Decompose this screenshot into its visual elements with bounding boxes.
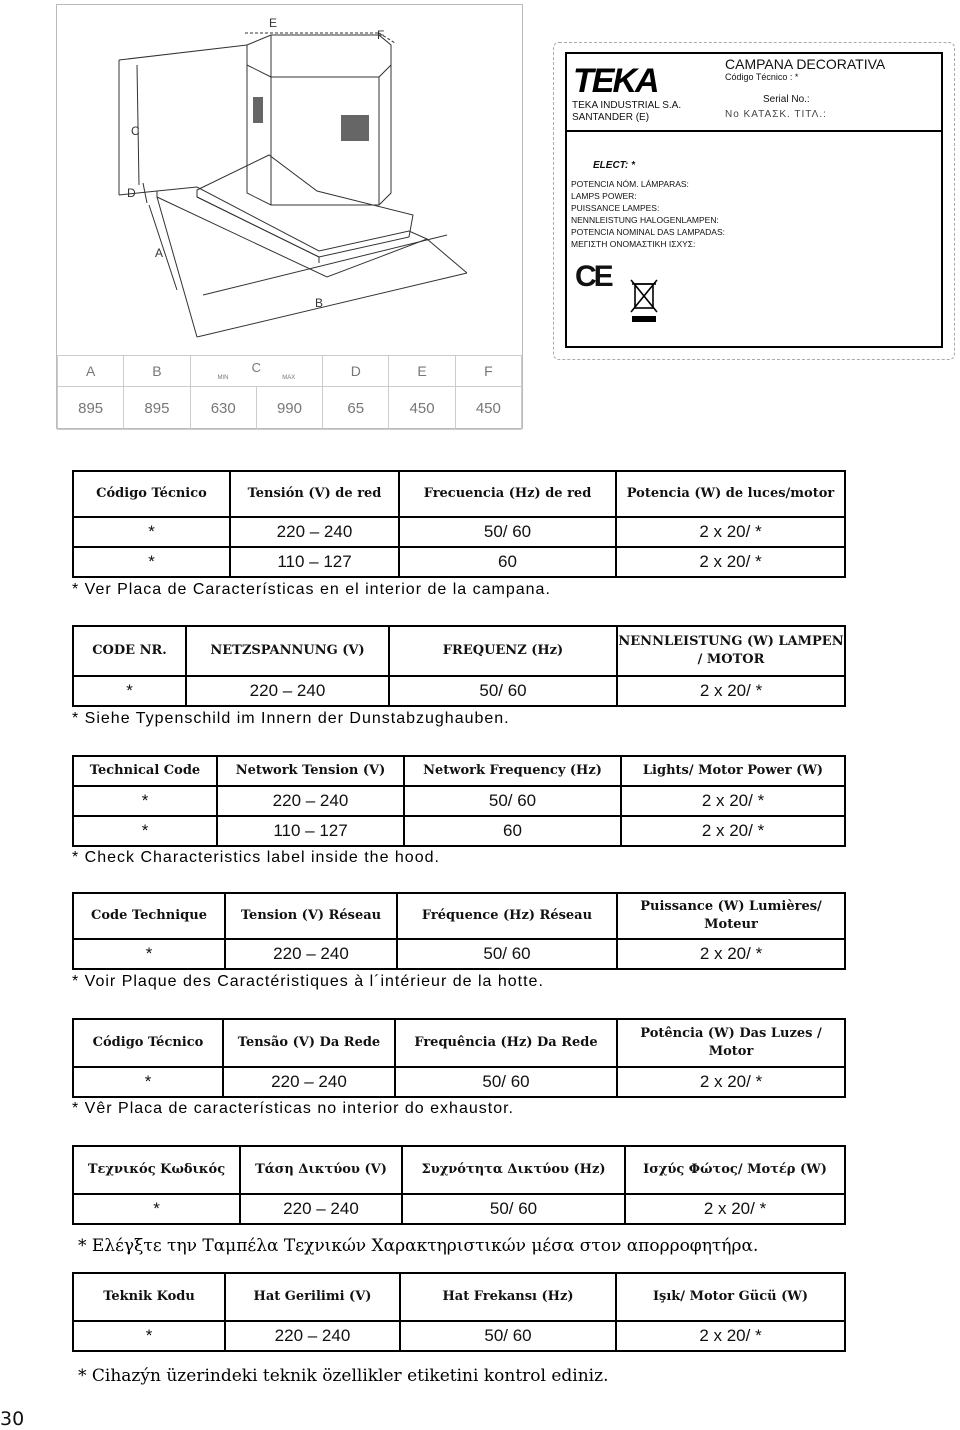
- dim-header: F: [455, 356, 521, 387]
- power-line: NENNLEISTUNG HALOGENLAMPEN:: [571, 215, 719, 225]
- table-row: [73, 786, 845, 816]
- table-header: Fréquence (Hz) Réseau: [397, 893, 617, 939]
- table-cell: 220 – 240: [225, 1321, 400, 1351]
- table-header: FREQUENZ (Hz): [389, 626, 617, 676]
- manufacturer: [572, 100, 681, 124]
- table-cell: 110 – 127: [230, 547, 399, 577]
- table-cell: 50/ 60: [397, 939, 617, 969]
- table-cell: *: [73, 1194, 240, 1224]
- table-note-pt: * Vêr Placa de características no interior do exhaustor.: [72, 1100, 514, 1117]
- ce-mark-icon: CE: [575, 260, 611, 293]
- table-note-fr: * Voir Plaque des Caractéristiques à l´intérieur de la hotte.: [72, 973, 544, 990]
- table-note-gr: * Ελέγξτε την Ταμπέλα Τεχνικών Χαρακτηριστικών μέσα στον απορροφητήρα.: [78, 1236, 759, 1256]
- table-header: NENNLEISTUNG (W) LAMPEN / MOTOR: [617, 626, 845, 676]
- table-header: Hat Frekansı (Hz): [400, 1273, 616, 1321]
- plate-power-lines: [571, 178, 725, 250]
- table-header: Potência (W) Das Luzes / Motor: [617, 1019, 845, 1067]
- power-line: POTENCIA NOMINAL DAS LAMPADAS:: [571, 227, 725, 237]
- table-header: Teknik Kodu: [73, 1273, 225, 1321]
- dim-header-c: [190, 356, 323, 387]
- table-cell: *: [73, 939, 225, 969]
- hood-line-drawing: [57, 5, 522, 355]
- dim-value: 630: [190, 387, 256, 430]
- table-cell: 2 x 20/ *: [625, 1194, 845, 1224]
- table-cell: *: [73, 547, 230, 577]
- dim-value: 450: [455, 387, 521, 430]
- dim-letter-f: F: [377, 28, 385, 42]
- table-header: Tensão (V) Da Rede: [223, 1019, 395, 1067]
- table-row: [73, 517, 845, 547]
- table-header: Ισχύς Φώτος/ Μοτέρ (W): [625, 1146, 845, 1194]
- table-note-es: * Ver Placa de Características en el interior de la campana.: [72, 581, 551, 598]
- plate-divider: [567, 130, 941, 132]
- dim-value: 990: [256, 387, 322, 430]
- dim-letter-a: A: [155, 246, 164, 260]
- table-row: [73, 939, 845, 969]
- table-header: Hat Gerilimi (V): [225, 1273, 400, 1321]
- plate-elect: ELECT: *: [593, 160, 636, 171]
- table-header: Potencia (W) de luces/motor: [616, 471, 845, 517]
- plate-code: Código Técnico : *: [725, 72, 799, 82]
- table-cell: *: [73, 1067, 223, 1097]
- plate-serial-greek: No ΚΑΤΑΣΚ. ΤΙΤΛ.:: [725, 109, 827, 120]
- table-cell: 2 x 20/ *: [617, 676, 845, 706]
- dim-header: D: [323, 356, 389, 387]
- spec-table-tr: [72, 1272, 846, 1352]
- table-cell: *: [73, 786, 217, 816]
- table-header: Işık/ Motor Gücü (W): [616, 1273, 845, 1321]
- hood-dimension-drawing: [56, 4, 523, 429]
- table-cell: *: [73, 816, 217, 846]
- manufacturer-name: TEKA INDUSTRIAL S.A.: [572, 100, 682, 111]
- spec-table-de: [72, 625, 846, 707]
- table-cell: 60: [399, 547, 616, 577]
- table-cell: 50/ 60: [402, 1194, 625, 1224]
- dim-sub-max: MAX: [282, 375, 296, 381]
- weee-bin-icon: [629, 276, 659, 324]
- table-header: Tension (V) Réseau: [225, 893, 397, 939]
- table-header: Frequência (Hz) Da Rede: [395, 1019, 617, 1067]
- table-row: [73, 1321, 845, 1351]
- table-header: Puissance (W) Lumières/ Moteur: [617, 893, 845, 939]
- manufacturer-city: SANTANDER (E): [572, 112, 650, 123]
- dim-letter-d: D: [127, 186, 136, 200]
- table-note-en: * Check Characteristics label inside the hood.: [72, 849, 440, 866]
- dim-header: E: [389, 356, 455, 387]
- spec-table-fr: [72, 892, 846, 970]
- table-header: Τάση Δικτύου (V): [240, 1146, 402, 1194]
- rating-plate: [565, 52, 943, 348]
- table-cell: 2 x 20/ *: [617, 939, 845, 969]
- dim-header: C: [251, 360, 262, 375]
- table-header: Lights/ Motor Power (W): [621, 756, 845, 786]
- spec-table-gr: [72, 1145, 846, 1225]
- table-cell: 2 x 20/ *: [617, 1067, 845, 1097]
- table-header: Code Technique: [73, 893, 225, 939]
- power-line: LAMPS POWER:: [571, 191, 637, 201]
- table-row: [73, 1067, 845, 1097]
- table-header: Συχνότητα Δικτύου (Hz): [402, 1146, 625, 1194]
- table-cell: 220 – 240: [217, 786, 404, 816]
- table-cell: 2 x 20/ *: [616, 547, 845, 577]
- plate-serial: Serial No.:: [763, 94, 810, 105]
- table-cell: 2 x 20/ *: [616, 1321, 845, 1351]
- table-header: Technical Code: [73, 756, 217, 786]
- table-cell: 220 – 240: [240, 1194, 402, 1224]
- table-cell: 50/ 60: [395, 1067, 617, 1097]
- table-note-de: * Siehe Typenschild im Innern der Dunstabzughauben.: [72, 710, 510, 727]
- dim-value: 895: [58, 387, 124, 430]
- table-cell: 220 – 240: [186, 676, 389, 706]
- spec-table-en: [72, 755, 846, 847]
- dim-letter-e: E: [269, 16, 278, 30]
- plate-title: CAMPANA DECORATIVA: [725, 56, 886, 72]
- table-cell: *: [73, 517, 230, 547]
- table-cell: 50/ 60: [400, 1321, 616, 1351]
- table-header: Τεχνικός Κωδικός: [73, 1146, 240, 1194]
- spec-table-pt: [72, 1018, 846, 1098]
- table-header: Network Frequency (Hz): [404, 756, 621, 786]
- table-cell: 220 – 240: [223, 1067, 395, 1097]
- table-row: [73, 676, 845, 706]
- table-note-tr: * Cihazýn üzerindeki teknik özellikler etiketini kontrol ediniz.: [78, 1366, 609, 1386]
- table-header: CODE NR.: [73, 626, 186, 676]
- dim-header: B: [124, 356, 190, 387]
- table-cell: *: [73, 676, 186, 706]
- dim-value: 65: [323, 387, 389, 430]
- table-cell: 110 – 127: [217, 816, 404, 846]
- table-cell: 50/ 60: [399, 517, 616, 547]
- table-header: Network Tension (V): [217, 756, 404, 786]
- table-header: Frecuencia (Hz) de red: [399, 471, 616, 517]
- teka-logo: TEKA: [573, 62, 658, 100]
- table-cell: 2 x 20/ *: [621, 786, 845, 816]
- table-row: [73, 1194, 845, 1224]
- table-header: NETZSPANNUNG (V): [186, 626, 389, 676]
- table-cell: 2 x 20/ *: [616, 517, 845, 547]
- dim-letter-b: B: [315, 296, 324, 310]
- table-cell: 2 x 20/ *: [621, 816, 845, 846]
- dim-header: A: [58, 356, 124, 387]
- table-cell: 220 – 240: [225, 939, 397, 969]
- page-number: 30: [0, 1408, 25, 1430]
- table-row: [73, 547, 845, 577]
- dim-sub-min: MIN: [217, 375, 229, 381]
- table-header: Código Técnico: [73, 1019, 223, 1067]
- table-header: Código Técnico: [73, 471, 230, 517]
- power-line: POTENCIA NÓM. LÁMPARAS:: [571, 179, 689, 189]
- table-row: [73, 816, 845, 846]
- table-cell: 220 – 240: [230, 517, 399, 547]
- table-cell: 50/ 60: [404, 786, 621, 816]
- table-cell: *: [73, 1321, 225, 1351]
- table-header: Tensión (V) de red: [230, 471, 399, 517]
- dim-letter-c: C: [131, 124, 140, 138]
- power-line: ΜΕΓΙΣΤΗ ΟΝΟΜΑΣΤΙΚΗ ΙΣΧΥΣ:: [571, 239, 696, 249]
- dim-value: 895: [124, 387, 190, 430]
- dimensions-table: [57, 355, 522, 430]
- dim-value: 450: [389, 387, 455, 430]
- power-line: PUISSANCE LAMPES:: [571, 203, 660, 213]
- table-cell: 60: [404, 816, 621, 846]
- table-cell: 50/ 60: [389, 676, 617, 706]
- spec-table-es: [72, 470, 846, 578]
